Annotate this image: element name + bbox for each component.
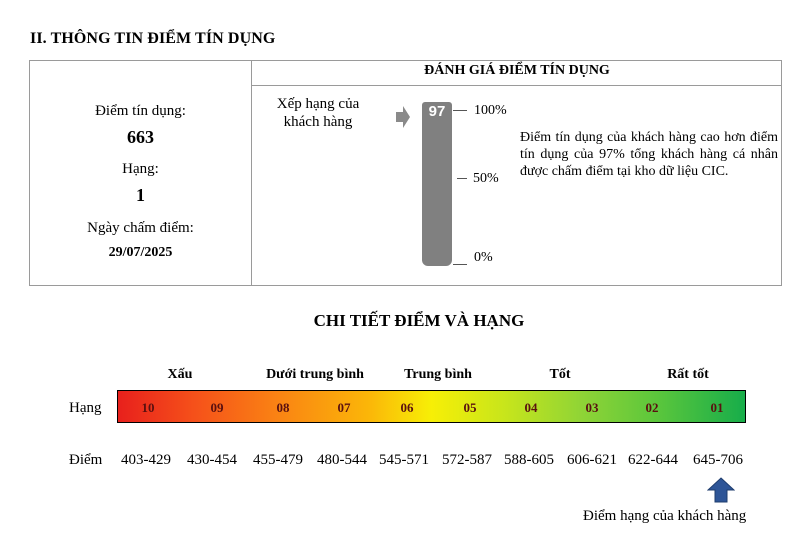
rank-label: Hạng: — [122, 161, 159, 177]
score-row-label: Điểm — [69, 452, 103, 468]
tick-0 — [453, 264, 467, 265]
score-range: 430-454 — [187, 452, 237, 468]
assessment-header: ĐÁNH GIÁ ĐIỂM TÍN DỤNG — [424, 63, 610, 78]
customer-marker-label: Điểm hạng của khách hàng — [583, 508, 747, 524]
rank-cell: 05 — [463, 400, 477, 415]
section-title: II. THÔNG TIN ĐIỂM TÍN DỤNG — [30, 30, 276, 47]
scale-100: 100% — [474, 103, 507, 118]
rank-cell: 04 — [524, 400, 538, 415]
rank-cell: 03 — [585, 400, 599, 415]
header-divider — [251, 85, 782, 86]
category-label: Dưới trung bình — [266, 367, 364, 382]
score-range: 645-706 — [693, 452, 743, 468]
arrow-right-icon — [396, 106, 410, 128]
percentile-description: Điểm tín dụng của khách hàng cao hơn điểm tín dụng của 97% tổng khách hàng cá nhân được chấm điểm tại kho dữ liệu CIC. — [520, 130, 778, 179]
scale-50: 50% — [473, 171, 499, 186]
score-label: Điểm tín dụng: — [95, 103, 186, 119]
score-range: 480-544 — [317, 452, 367, 468]
detail-title: CHI TIẾT ĐIỂM VÀ HẠNG — [313, 311, 525, 330]
percentile-tube — [422, 102, 452, 266]
category-label: Trung bình — [404, 367, 472, 382]
date-value: 29/07/2025 — [108, 245, 173, 260]
category-label: Tốt — [549, 367, 571, 382]
category-label: Xấu — [167, 367, 193, 382]
score-range: 403-429 — [121, 452, 171, 468]
percentile-value: 97 — [428, 103, 446, 120]
rank-cell: 02 — [645, 400, 659, 415]
score-range: 572-587 — [442, 452, 492, 468]
score-range: 622-644 — [628, 452, 678, 468]
score-range: 455-479 — [253, 452, 303, 468]
rank-cell: 01 — [710, 400, 724, 415]
date-label: Ngày chấm điểm: — [87, 220, 194, 236]
rank-cell: 10 — [141, 400, 155, 415]
score-range: 545-571 — [379, 452, 429, 468]
box-divider — [251, 60, 252, 286]
rank-value: 1 — [136, 185, 145, 205]
category-label: Rất tốt — [667, 367, 709, 382]
score-value: 663 — [127, 127, 154, 147]
tick-100 — [453, 110, 467, 111]
tick-50 — [457, 178, 467, 179]
rank-cell: 08 — [276, 400, 290, 415]
rank-cell: 07 — [337, 400, 351, 415]
arrow-up-icon — [707, 477, 735, 503]
score-range: 606-621 — [567, 452, 617, 468]
rank-cell: 06 — [400, 400, 414, 415]
rank-cell: 09 — [210, 400, 224, 415]
score-range: 588-605 — [504, 452, 554, 468]
scale-0: 0% — [474, 250, 493, 265]
customer-rank-label: Xếp hạng của khách hàng — [276, 96, 360, 130]
rank-row-label: Hạng — [69, 400, 102, 416]
